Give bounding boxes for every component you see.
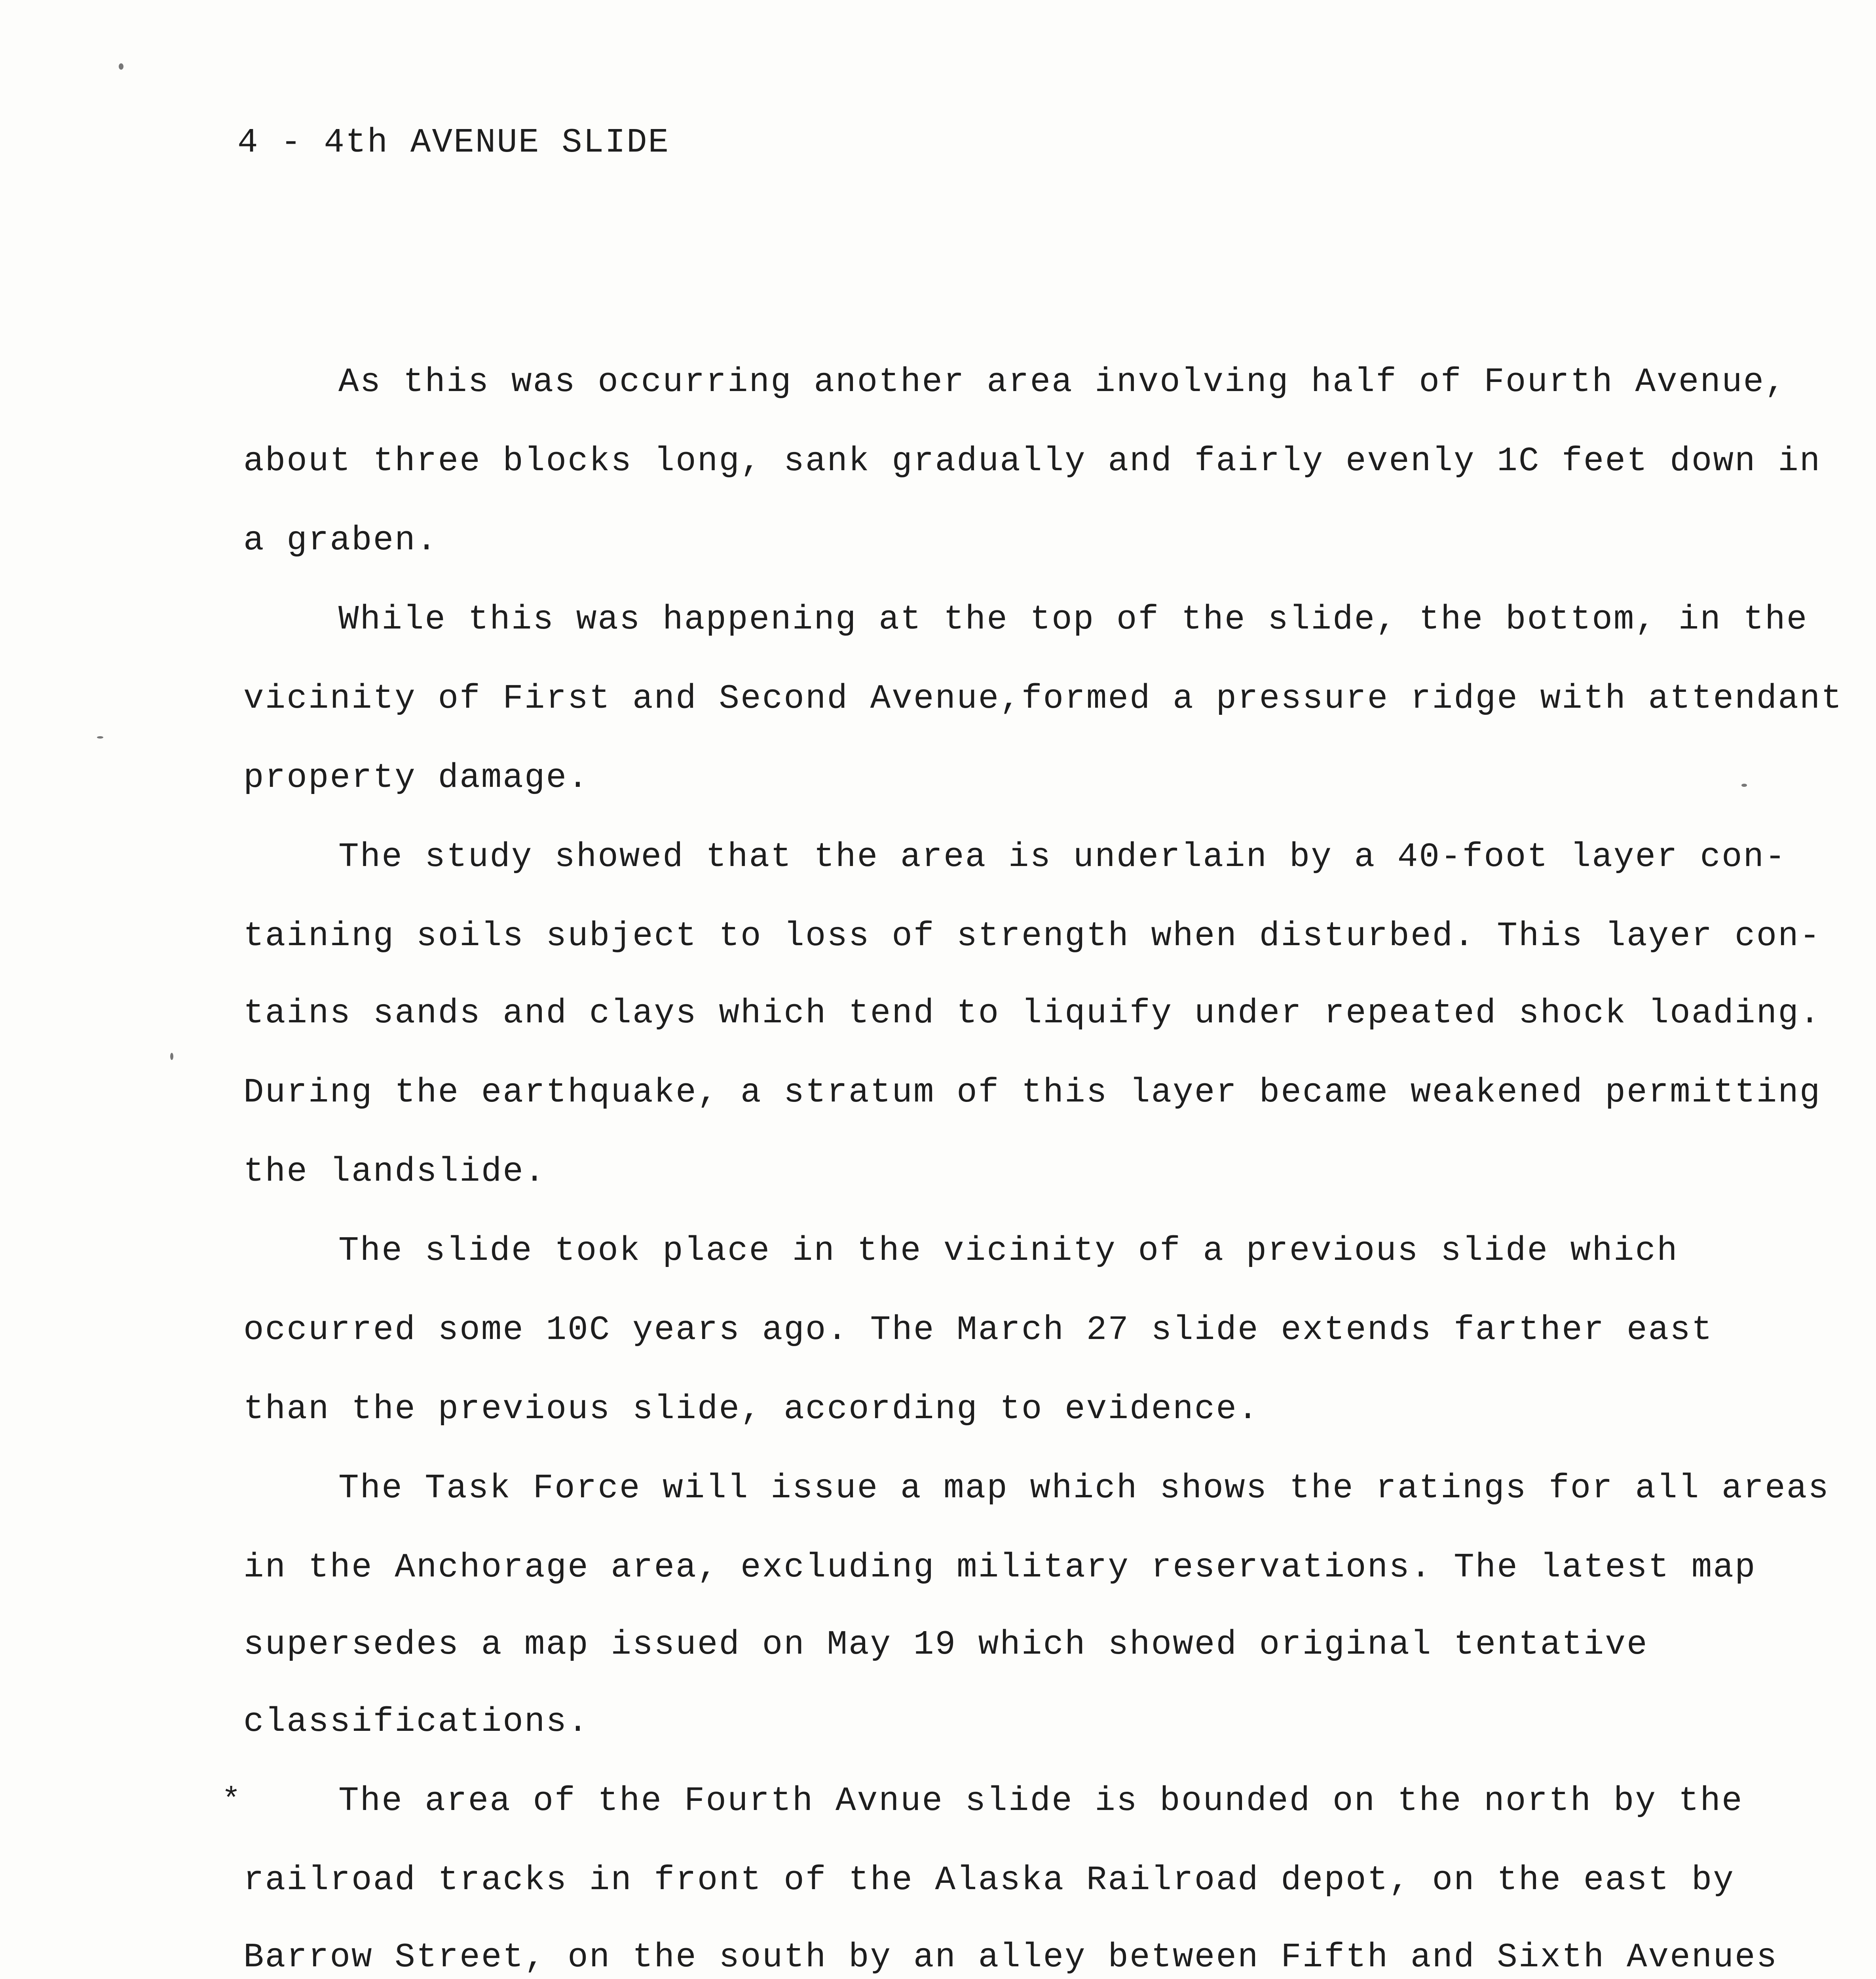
text-line: tains sands and clays which tend to liquify under repeated shock loading. (243, 994, 1821, 1033)
text-line: The slide took place in the vicinity of a previous slide which (338, 1231, 1679, 1270)
page-header: 4 - 4th AVENUE SLIDE (237, 123, 670, 162)
text-line: property damage. (243, 758, 589, 797)
text-line: taining soils subject to loss of strength when disturbed. This layer con- (243, 917, 1821, 955)
text-line: The Task Force will issue a map which shows the ratings for all areas (338, 1469, 1830, 1508)
text-line: While this was happening at the top of the slide, the bottom, in the (338, 600, 1808, 639)
text-line: supersedes a map issued on May 19 which showed original tentative (243, 1625, 1648, 1664)
paper-speck (1741, 784, 1747, 787)
text-line: a graben. (243, 521, 438, 560)
text-line: than the previous slide, according to evidence. (243, 1390, 1259, 1428)
paper-speck (170, 1053, 173, 1060)
text-line: During the earthquake, a stratum of this layer became weakened permitting (243, 1073, 1821, 1112)
text-line: The study showed that the area is underlain by a 40-foot layer con- (338, 838, 1787, 876)
text-line: The area of the Fourth Avnue slide is bounded on the north by the (338, 1781, 1743, 1820)
text-line: the landslide. (243, 1152, 546, 1191)
text-line: about three blocks long, sank gradually and fairly evenly 1C feet down in (243, 442, 1821, 481)
text-line: As this was occurring another area involving half of Fourth Avenue, (338, 363, 1787, 401)
paper-speck (97, 736, 103, 739)
text-line: railroad tracks in front of the Alaska Railroad depot, on the east by (243, 1861, 1735, 1899)
text-line: in the Anchorage area, excluding military reservations. The latest map (243, 1548, 1756, 1587)
text-line: occurred some 10C years ago. The March 27 slide extends farther east (243, 1310, 1713, 1349)
margin-asterisk: * (222, 1783, 241, 1819)
paper-speck (119, 63, 123, 70)
text-line: vicinity of First and Second Avenue,formed a pressure ridge with attendant (243, 679, 1843, 718)
text-line: classifications. (243, 1702, 589, 1741)
text-line: Barrow Street, on the south by an alley between Fifth and Sixth Avenues (243, 1938, 1778, 1977)
